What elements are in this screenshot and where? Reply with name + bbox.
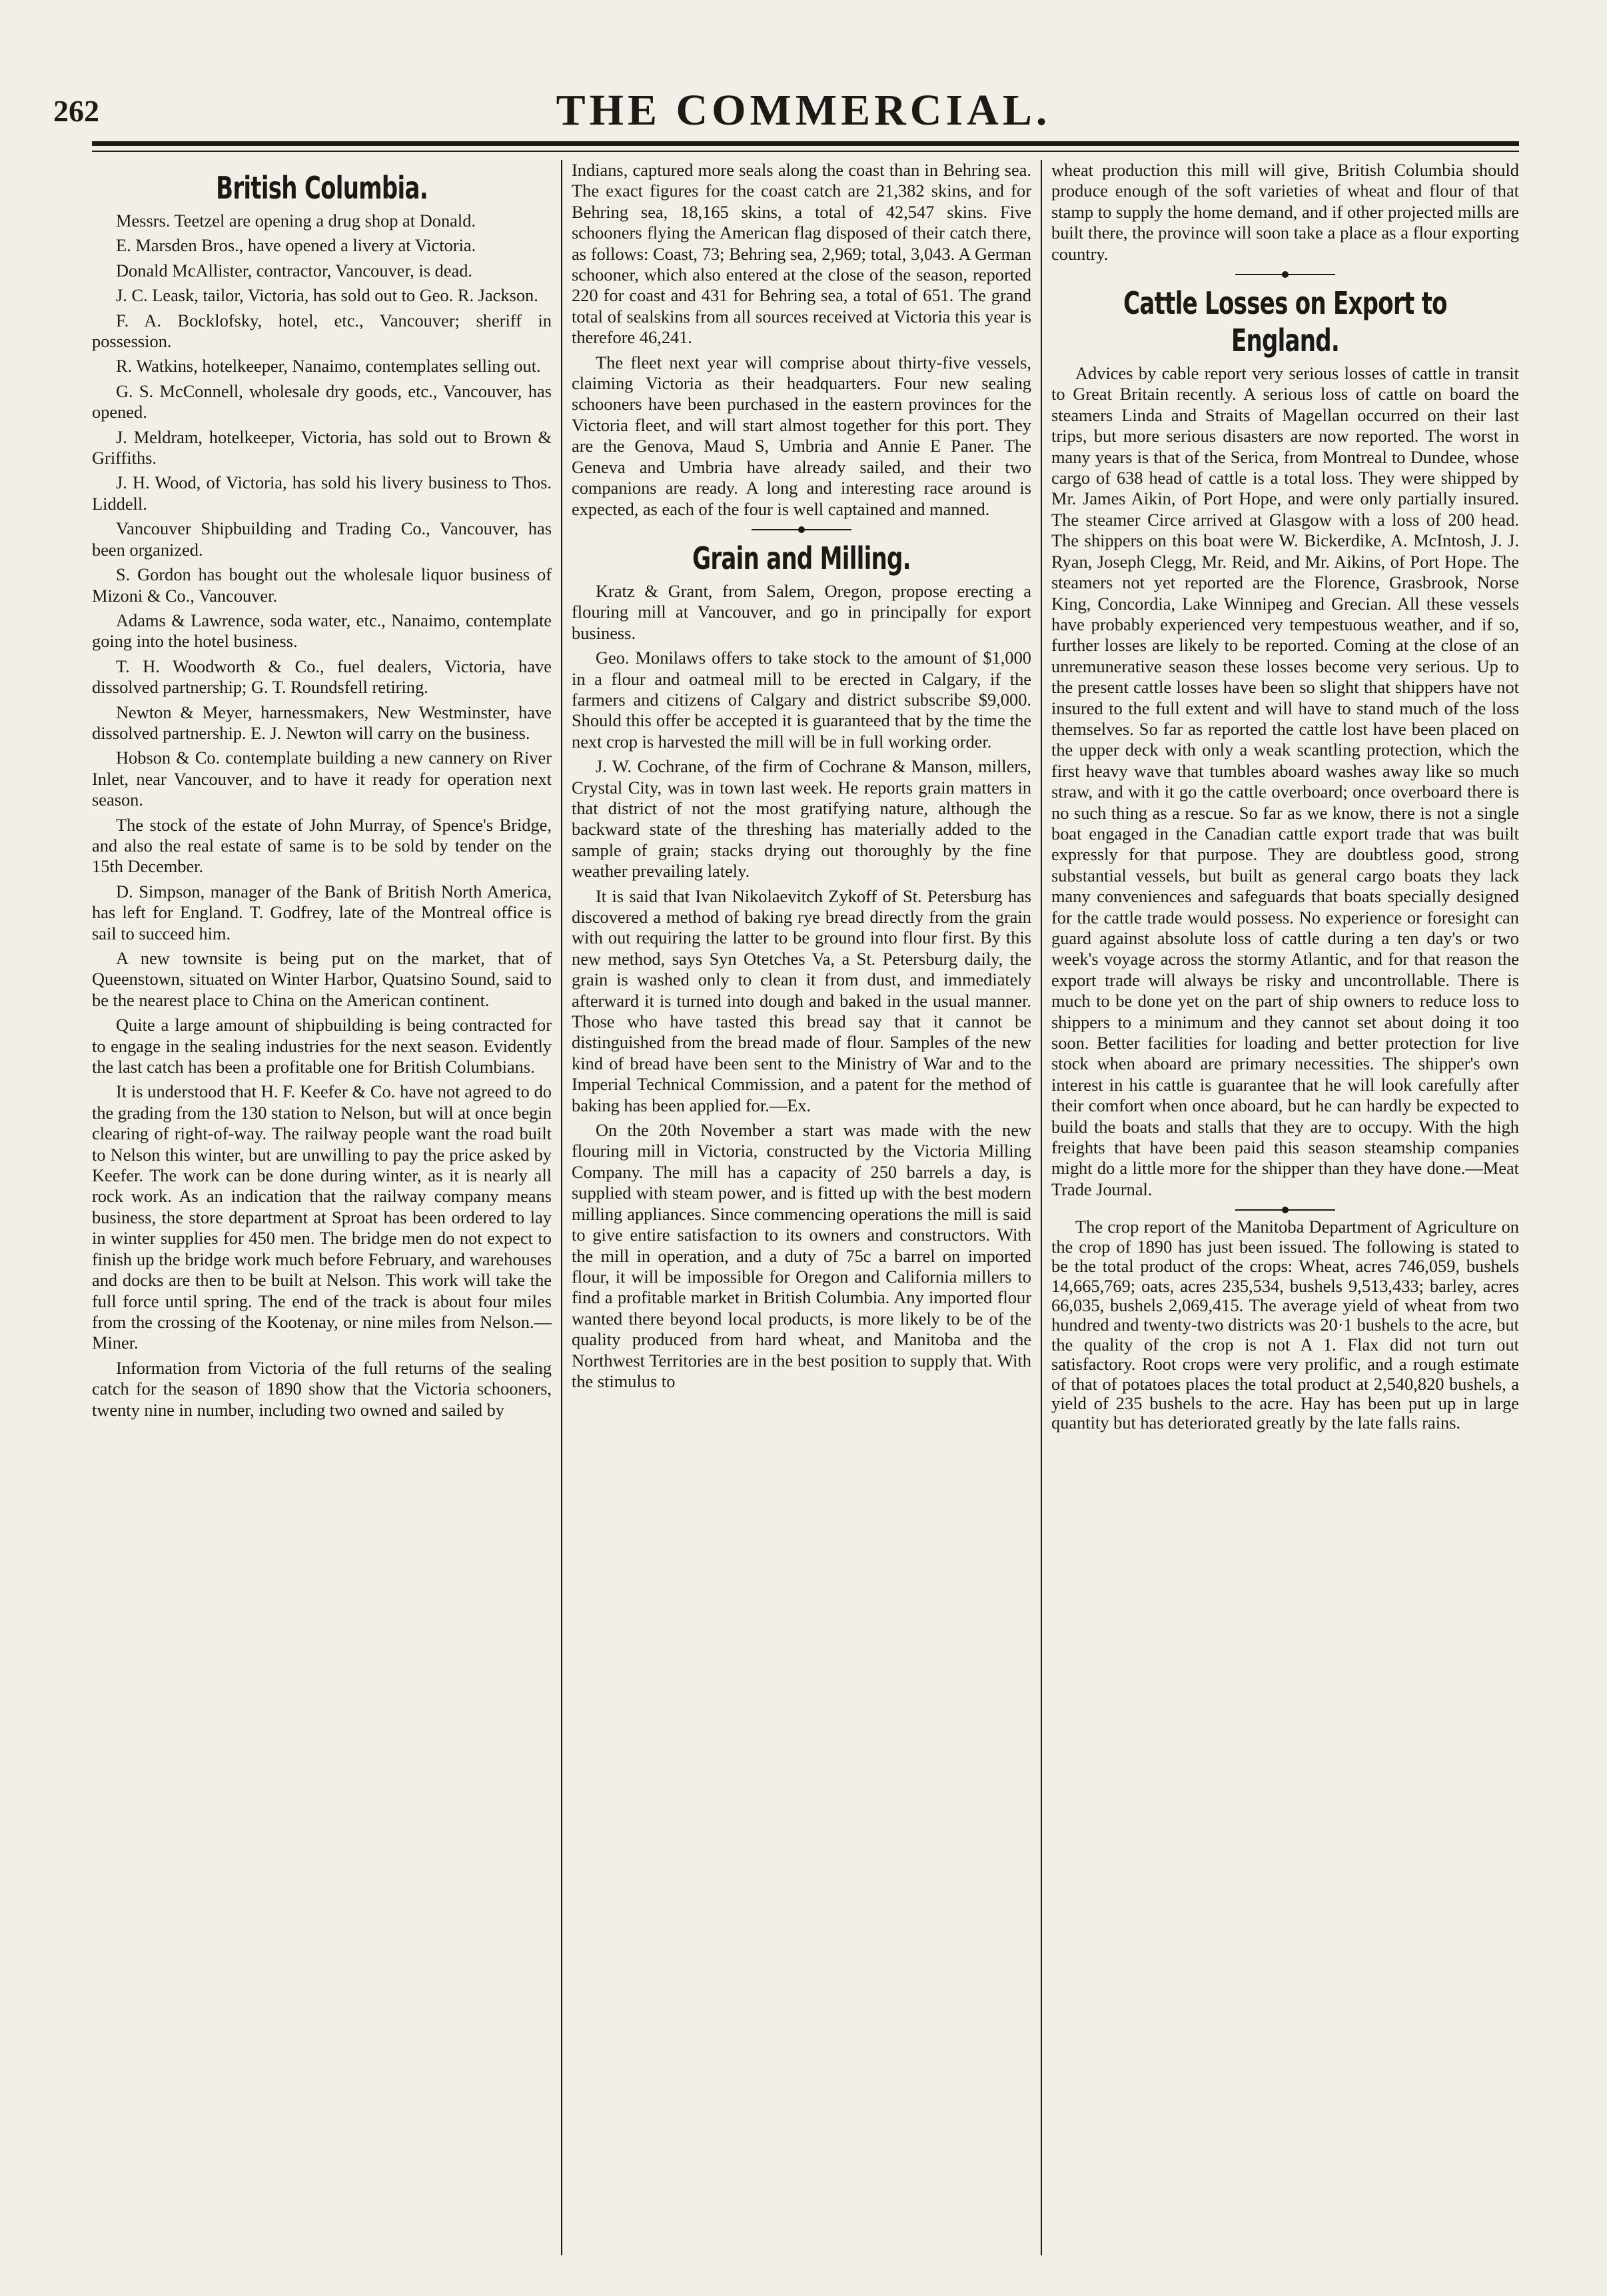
paragraph: Hobson & Co. contemplate building a new cannery on River Inlet, near Vancouver, and to have it ready for operation next season. bbox=[92, 748, 552, 810]
paragraph: Advices by cable report very serious losses of cattle in transit to Great Britain recently. A serious loss of cattle on board the steamers Linda and Straits of Magellan occurred on their last trips, but more serious disasters are now reported. The worst in many years is that of the Serica, from Montreal to Dundee, whose cargo of 638 head of cattle is a total loss. They were shipped by Mr. James Aikin, of Port Hope, and were only partially insured. The steamer Circe arrived at Glasgow with a loss of 200 head. The shippers on this boat were W. Bickerdike, A. McIntosh, J. J. Ryan, Joseph Clegg, Mr. Reid, and Mr. Aikins, of Port Hope. The steamers not yet reported are the Florence, Grasbrook, Norse King, Concordia, Lake Winnipeg and Grecian. All these vessels have probably experienced very tempestuous weather, and if so, further losses are likely to be reported. Coming at the close of an unremunerative season these losses become very serious. Up to the present cattle losses have been so slight that shippers have not insured to the full extent and will have to stand much of the loss themselves. So far as reported the cattle lost have been placed on the upper deck with only a weak scantling protection, which the first heavy wave that tumbles aboard washes away like so much straw, and with it go the cattle overboard; once overboard there is no such thing as a rescue. So far as we know, there is not a single boat engaged in the Canadian cattle export trade that was built expressly for that purpose. They are doubtless good, strong substantial vessels, but built as general cargo boats they lack many conveniences and safeguards that boats specially designed for the cattle trade would possess. No experience or foresight can guard against absolute loss of cattle during a ten day's or two week's voyage across the stormy Atlantic, and for that reason the export trade will always be risky and uncontrollable. There is much to be done yet on the part of ship owners to reduce loss to shippers to a minimum and they cannot set about doing it too soon. Better facilities for loading and better protection for live stock when aboard are primary necessities. The shipper's own interest in his cattle is guarantee that he will look carefully after their comfort when once aboard, but he can hardly be expected to build the boats and stalls that they are to occupy. With the high freights that have been paid this season steamship companies might do a little more for the shipper than they have done.—Meat Trade Journal. bbox=[1051, 363, 1519, 1199]
paragraph: Information from Victoria of the full returns of the sealing catch for the season of 1890 show that the Victoria schooners, twenty nine in number, including two owned and sailed by bbox=[92, 1357, 552, 1420]
paragraph: On the 20th November a start was made with the new flouring mill in Victoria, constructed by the Victoria Milling Company. The mill has a capacity of 250 barrels a day, is supplied with steam power, and is fitted up with the best modern milling appliances. Since commencing operations the mill is said to give entire satisfaction to its owners and constructors. With the mill in operation, and a duty of 75c a barrel on imported flour, it will be impossible for Oregon and California millers to find a profitable market in British Columbia. Any imported flour wanted there beyond local products, is more likely to be of the quality produced from hard wheat, and Manitoba and the Northwest Territories are in the best position to supply that. With the stimulus to bbox=[572, 1120, 1031, 1391]
section-separator bbox=[1235, 274, 1335, 275]
column-1 bbox=[92, 160, 552, 2255]
paragraph: S. Gordon has bought out the wholesale liquor business of Mizoni & Co., Vancouver. bbox=[92, 564, 552, 606]
paragraph: D. Simpson, manager of the Bank of British North America, has left for England. T. Godfrey, late of the Montreal office is sail to succeed him. bbox=[92, 881, 552, 943]
paragraph: J. W. Cochrane, of the firm of Cochrane & Manson, millers, Crystal City, was in town last week. He reports grain matters in that district of not the most gratifying nature, although the backward state of the threshing has materially added to the sample of grain; stacks drying out thoroughly by the fine weather prevailing lately. bbox=[572, 756, 1031, 881]
section-heading: Grain and Milling. bbox=[692, 540, 911, 576]
paragraph: Messrs. Teetzel are opening a drug shop at Donald. bbox=[116, 211, 476, 231]
paragraph: Donald McAllister, contractor, Vancouver, is dead. bbox=[116, 260, 472, 281]
section-separator bbox=[752, 529, 851, 530]
paragraph: Adams & Lawrence, soda water, etc., Nanaimo, contemplate going into the hotel business. bbox=[92, 610, 552, 652]
header-rule-thick bbox=[92, 141, 1519, 146]
paragraph: R. Watkins, hotelkeeper, Nanaimo, contemplates selling out. bbox=[116, 356, 541, 376]
paragraph: F. A. Bocklofsky, hotel, etc., Vancouver; sheriff in possession. bbox=[92, 310, 552, 352]
paragraph: J. H. Wood, of Victoria, has sold his livery business to Thos. Liddell. bbox=[92, 472, 552, 514]
paragraph: The fleet next year will comprise about thirty-five vessels, claiming Victoria as their headquarters. Four new sealing schooners have been purchased in the eastern provinces for the Victoria fleet, and will start almost together for this port. They are the Genova, Maud S, Umbria and Annie E Paner. The Geneva and Umbria have already sailed, and their two companions are ready. A long and interesting race around is expected, as each of the four is well captained and manned. bbox=[572, 352, 1031, 519]
column-divider bbox=[1041, 160, 1042, 2255]
paragraph: Newton & Meyer, harnessmakers, New Westminster, have dissolved partnership. E. J. Newton will carry on the business. bbox=[92, 702, 552, 743]
paragraph: The crop report of the Manitoba Department of Agriculture on the crop of 1890 has just been issued. The following is stated to be the total product of the crops: Wheat, acres 746,059, bushels 14,665,769; oats, acres 235,534, bushels 9,513,433; barley, acres 66,035, bushels 2,069,415. The average yield of wheat from two hundred and twenty-two districts was 20·1 bushels to the acre, but the quality of the crop is not A 1. Flax did not turn out satisfactory. Root crops were very prolific, and a rough estimate of that of potatoes places the total product at 2,540,820 bushels, a yield of 235 bushels to the acre. Hay has been put up in large quantity but has deteriorated greatly by the late falls rains. bbox=[1051, 1217, 1519, 1433]
paragraph: Quite a large amount of shipbuilding is being contracted for to engage in the sealing industries for the next season. Evidently the last catch has been a profitable one for British Columbians. bbox=[92, 1015, 552, 1077]
header-rule-thin bbox=[92, 151, 1519, 152]
section-heading: Cattle Losses on Export to England. bbox=[1123, 285, 1447, 359]
paragraph: J. C. Leask, tailor, Victoria, has sold out to Geo. R. Jackson. bbox=[116, 285, 538, 306]
paragraph: Geo. Monilaws offers to take stock to the amount of $1,000 in a flour and oatmeal mill to be erected in Calgary, if the farmers and citizens of Calgary and district subscribe $9,000. Should this offer be accepted it is guaranteed that by the time the next crop is harvested the mill will be in full working order. bbox=[572, 648, 1031, 752]
paragraph: T. H. Woodworth & Co., fuel dealers, Victoria, have dissolved partnership; G. T. Roundsfell retiring. bbox=[92, 656, 552, 698]
column-2 bbox=[572, 160, 1031, 2255]
paragraph: wheat production this mill will give, British Columbia should produce enough of the soft varieties of wheat and flour of that stamp to supply the home demand, and if other projected mills are built there, the province will soon take a place as a flour exporting country. bbox=[1051, 160, 1519, 264]
paragraph: Vancouver Shipbuilding and Trading Co., Vancouver, has been organized. bbox=[92, 518, 552, 560]
paragraph: J. Meldram, hotelkeeper, Victoria, has sold out to Brown & Griffiths. bbox=[92, 426, 552, 468]
section-heading: British Columbia. bbox=[216, 170, 428, 206]
paragraph: It is said that Ivan Nikolaevitch Zykoff of St. Petersburg has discovered a method of baking rye bread directly from the grain with out requiring the latter to be ground into flour first. By this new method, says Syn Otetches Va, a St. Petersburg daily, the grain is washed only to clean it from dust, and immediately afterward it is turned into dough and baked in the usual manner. Those who have tasted this bread say that it cannot be distinguished from the bread made of flour. Samples of the new kind of bread have been sent to the Ministry of War and to the Imperial Technical Commission, and a patent for the method of baking has been applied for.—Ex. bbox=[572, 885, 1031, 1115]
paragraph: E. Marsden Bros., have opened a livery at Victoria. bbox=[116, 235, 476, 256]
paragraph: Kratz & Grant, from Salem, Oregon, propose erecting a flouring mill at Vancouver, and go in principally for export business. bbox=[572, 580, 1031, 643]
column-3 bbox=[1051, 160, 1519, 2255]
paragraph: It is understood that H. F. Keefer & Co. have not agreed to do the grading from the 130 station to Nelson, but will at once begin clearing of right-of-way. The railway people want the road built to Nelson this winter, but are unwilling to pay the price asked by Keefer. The work can be done during winter, as it is nearly all rock work. As an indication that the railway company means business, the store department at Sproat has been ordered to lay in winter supplies for 450 men. The bridge men do not expect to finish up the bridge work much before February, and warehouses and docks are then to be built at Nelson. This work will take the full force until spring. The end of the track is about four miles from the crossing of the Kootenay, or nine miles from Nelson.—Miner. bbox=[92, 1081, 552, 1353]
paragraph: Indians, captured more seals along the coast than in Behring sea. The exact figures for the coast catch are 21,382 skins, and for Behring sea, 18,165 skins, a total of 42,547 skins. Five schooners flying the American flag disposed of their catch there, as follows: Coast, 73; Behring sea, 2,969; total, 3,043. A German schooner, which also entered at the close of the season, reported 220 for coast and 431 for Behring sea, a total of 651. The grand total of sealskins from all sources received at Victoria this year is therefore 46,241. bbox=[572, 160, 1031, 348]
paragraph: The stock of the estate of John Murray, of Spence's Bridge, and also the real estate of same is to be sold by tender on the 15th December. bbox=[92, 814, 552, 877]
masthead: THE COMMERCIAL. bbox=[556, 86, 1051, 135]
column-divider bbox=[561, 160, 562, 2255]
section-separator bbox=[1235, 1209, 1335, 1211]
paragraph: G. S. McConnell, wholesale dry goods, etc., Vancouver, has opened. bbox=[92, 380, 552, 422]
paragraph: A new townsite is being put on the market, that of Queenstown, situated on Winter Harbor, Quatsino Sound, said to be the nearest place to China on the American continent. bbox=[92, 948, 552, 1010]
page-number: 262 bbox=[53, 94, 99, 128]
